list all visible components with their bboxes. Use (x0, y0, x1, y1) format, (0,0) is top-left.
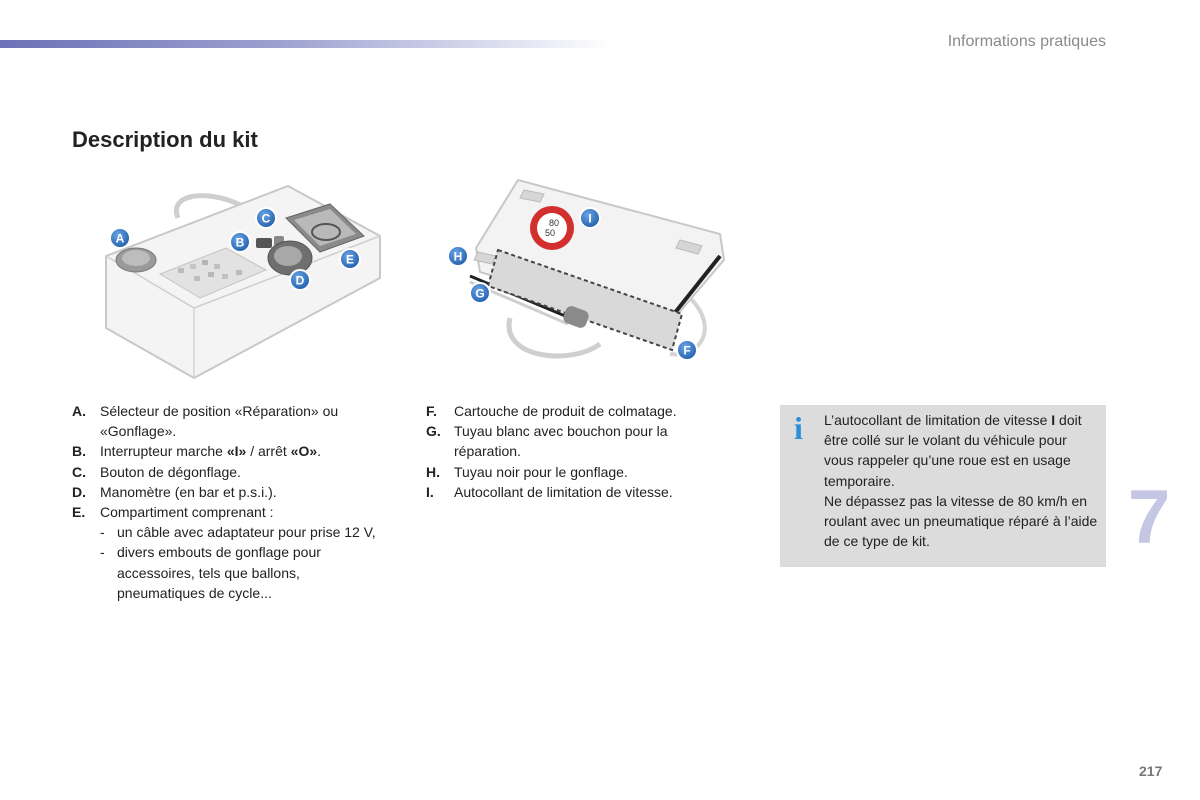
components-list-right (426, 401, 726, 502)
info-box (780, 405, 1106, 567)
list-item: B. Interrupteur marche «I» / arrêt «O». (72, 443, 322, 460)
list-item: H. Tuyau noir pour le gonflage. (426, 463, 628, 480)
section-title: Informations pratiques (947, 33, 1106, 50)
on-off-switch (256, 238, 272, 248)
components-list-left (72, 401, 382, 603)
svg-text:H: H (453, 249, 463, 264)
list-subitem: - divers embouts de gonflage pour accessoires, tels que ballons, pneumatiques de cycle... (100, 544, 321, 601)
list-item: A. Sélecteur de position «Réparation» ou «Gonflage». (72, 403, 339, 440)
header-gradient-bar (0, 40, 610, 48)
speed-limit-sticker (530, 206, 574, 250)
label-A (110, 228, 130, 248)
svg-text:B: B (235, 235, 245, 250)
label-F (677, 340, 697, 360)
list-item: E. Compartiment comprenant : (72, 504, 274, 521)
svg-text:E: E (345, 252, 355, 267)
label-C (256, 208, 276, 228)
svg-text:C: C (261, 211, 271, 226)
list-subitem: - un câble avec adaptateur pour prise 12 V, (100, 524, 376, 541)
label-H (448, 246, 468, 266)
list-item: I. Autocollant de limitation de vitesse. (426, 483, 673, 500)
label-G (470, 283, 490, 303)
svg-text:80: 80 (548, 218, 560, 228)
kit-handle (509, 318, 600, 356)
compressor-top-figure (98, 178, 388, 388)
label-B (230, 232, 250, 252)
svg-text:A: A (115, 231, 125, 246)
label-I (580, 208, 600, 228)
svg-text:D: D (295, 273, 305, 288)
list-item: G. Tuyau blanc avec bouchon pour la réparation. (426, 423, 668, 460)
list-item: F. Cartouche de produit de colmatage. (426, 403, 677, 419)
label-E (340, 249, 360, 269)
svg-text:F: F (683, 343, 691, 358)
page-number: 217 (1139, 763, 1163, 779)
label-D (290, 270, 310, 290)
info-icon: i (794, 410, 803, 446)
compressor-bottom-figure (440, 168, 740, 376)
page-title: Description du kit (72, 127, 258, 152)
svg-text:I: I (588, 211, 592, 226)
list-item: D. Manomètre (en bar et p.s.i.). (72, 483, 277, 500)
chapter-number: 7 (1128, 475, 1171, 560)
svg-text:G: G (475, 286, 485, 301)
list-item: C. Bouton de dégonflage. (72, 463, 241, 480)
svg-text:50: 50 (544, 228, 556, 238)
info-text: L’autocollant de limitation de vitesse I doit être collé sur le volant du véhicule pour vous rappeler qu’une roue est en usage temporaire. Ne dépassez pas la vitesse de 80 km/h en roulant avec un pneumatique réparé à l’aide de ce type de kit. (824, 412, 1098, 550)
